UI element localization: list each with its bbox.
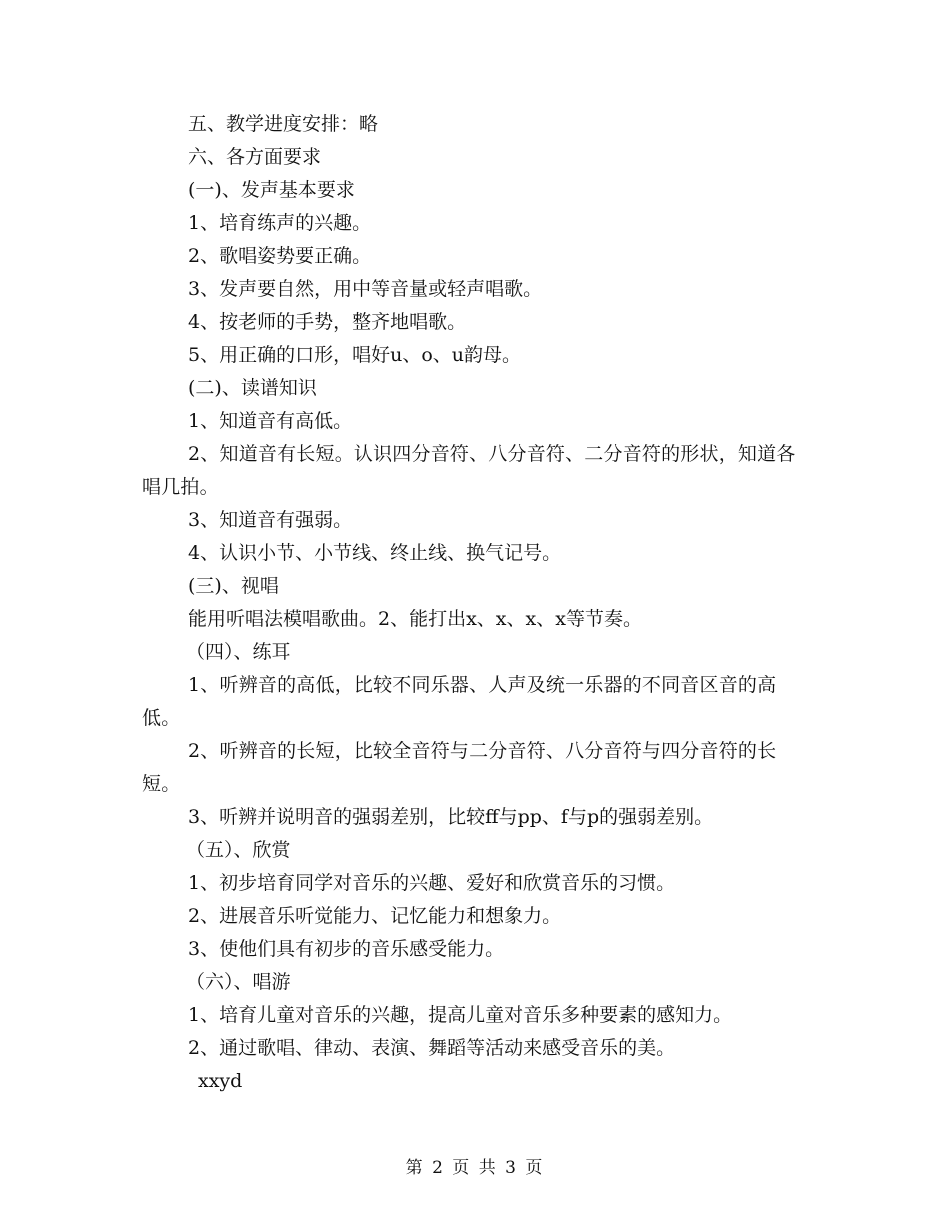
list-item: 1、培育儿童对音乐的兴趣，提高儿童对音乐多种要素的感知力。 (188, 1004, 733, 1026)
subsection-heading-sight-singing: (三)、视唱 (188, 575, 279, 597)
subsection-heading-singing-games: （六）、唱游 (186, 971, 291, 993)
subsection-heading-appreciation: （五）、欣赏 (186, 839, 291, 861)
page-number-footer: 第 2 页 共 3 页 (405, 1158, 545, 1178)
list-item: 2、进展音乐听觉能力、记忆能力和想象力。 (188, 905, 562, 927)
list-item: 能用听唱法模唱歌曲。2、能打出x、x、x、x等节奏。 (188, 608, 642, 630)
list-item-paragraph: 1、听辨音的高低，比较不同乐器、人声及统一乐器的不同音区音的高低。 (142, 674, 777, 729)
list-item-paragraph: 2、知道音有长短。认识四分音符、八分音符、二分音符的形状，知道各唱几拍。 (142, 443, 796, 498)
list-item: 5、用正确的口形，唱好u、o、u韵母。 (188, 344, 522, 366)
subsection-heading-vocal: (一)、发声基本要求 (188, 179, 355, 201)
section-heading-requirements: 六、各方面要求 (188, 146, 322, 168)
list-item: 4、按老师的手势，整齐地唱歌。 (188, 311, 467, 333)
signature-text: xxyd (198, 1070, 243, 1092)
list-item: 3、发声要自然，用中等音量或轻声唱歌。 (188, 278, 543, 300)
list-item: 3、听辨并说明音的强弱差别，比较ff与pp、f与p的强弱差别。 (188, 806, 714, 828)
section-heading-schedule: 五、教学进度安排：略 (188, 113, 379, 135)
document-body (142, 108, 812, 1098)
list-item: 3、知道音有强弱。 (188, 509, 353, 531)
list-item: 3、使他们具有初步的音乐感受能力。 (188, 938, 505, 960)
subsection-heading-ear-training: （四）、练耳 (186, 641, 291, 663)
list-item-paragraph: 2、听辨音的长短，比较全音符与二分音符、八分音符与四分音符的长短。 (142, 740, 777, 795)
list-item: 1、初步培育同学对音乐的兴趣、爱好和欣赏音乐的习惯。 (188, 872, 676, 894)
list-item: 2、歌唱姿势要正确。 (188, 245, 372, 267)
list-item: 1、知道音有高低。 (188, 410, 353, 432)
list-item: 1、培育练声的兴趣。 (188, 212, 372, 234)
list-item: 2、通过歌唱、律动、表演、舞蹈等活动来感受音乐的美。 (188, 1037, 676, 1059)
subsection-heading-notation: (二)、读谱知识 (188, 377, 317, 399)
list-item: 4、认识小节、小节线、终止线、换气记号。 (188, 542, 562, 564)
